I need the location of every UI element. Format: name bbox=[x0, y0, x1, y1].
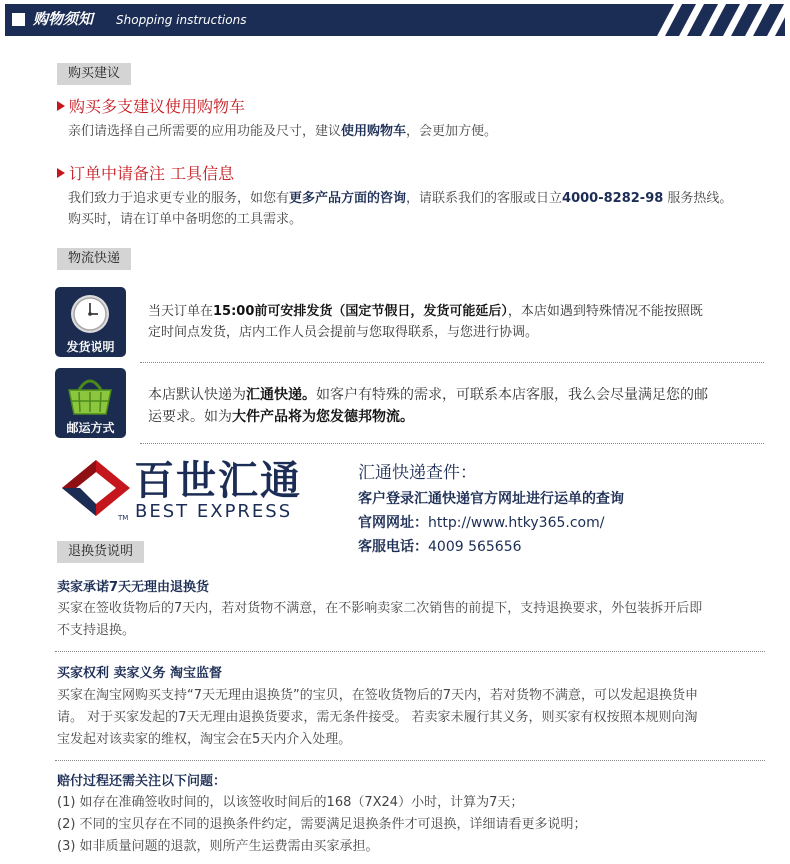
purchase-item2-title: 订单中请备注 工具信息 bbox=[57, 164, 234, 184]
header-stripe bbox=[720, 4, 750, 36]
header-title-en: Shopping instructions bbox=[116, 13, 247, 27]
purchase-item1-text: 亲们请选择自己所需要的应用功能及尺寸，建议使用购物车，会更加方便。 bbox=[68, 124, 498, 139]
returns-s3-item1: (1) 如存在准确签收时间的，以该签收时间后的168（7X24）小时，计算为7天； bbox=[57, 795, 524, 810]
header-stripe bbox=[676, 4, 706, 36]
returns-s1-line1: 买家在签收货物后的7天内，若对货物不满意，在不影响卖家二次销售的前提下，支持退换要求，外包装拆开后即 bbox=[57, 601, 703, 616]
returns-s2-line1: 买家在淘宝网购买支持“7天无理由退换货”的宝贝，在签收货物后的7天内，若对货物不满意，可以发起退换货申 bbox=[57, 688, 699, 703]
header-title-cn: 购物须知 bbox=[33, 10, 94, 28]
section-label-returns: 退换货说明 bbox=[57, 541, 144, 563]
header-stripe bbox=[654, 4, 684, 36]
header-bar bbox=[5, 4, 785, 36]
delivery-text-line2: 运要求。如为大件产品将为您发德邦物流。 bbox=[148, 409, 414, 425]
purchase-item1-title: 购买多支建议使用购物车 bbox=[57, 97, 245, 117]
clock-icon bbox=[55, 287, 126, 343]
logo-text-cn: 百世汇通 bbox=[134, 458, 302, 504]
shipping-info-icon-box bbox=[55, 287, 126, 357]
returns-s2-line2: 请。 对于买家发起的7天无理由退换货要求，需无条件接受。 若卖家未履行其义务，则买家有权按照本规则向淘 bbox=[57, 710, 698, 725]
express-query-title: 汇通快递查件： bbox=[358, 463, 477, 483]
divider bbox=[140, 362, 764, 363]
delivery-method-icon-box bbox=[55, 368, 126, 438]
trademark-mark: TM bbox=[118, 514, 129, 522]
divider bbox=[140, 443, 764, 444]
purchase-item2-line1: 我们致力于追求更专业的服务，如您有更多产品方面的咨询，请联系我们的客服或日立4000-8282-98 服务热线。 bbox=[68, 191, 733, 206]
express-site-link[interactable]: http://www.htky365.com/ bbox=[428, 515, 605, 531]
returns-s1-title: 卖家承诺7天无理由退换货 bbox=[57, 580, 210, 595]
shipping-text-line1: 当天订单在15:00前可安排发货（国定节假日，发货可能延后），本店如遇到特殊情况不能按照既 bbox=[148, 304, 703, 319]
delivery-text-line1: 本店默认快递为汇通快递。如客户有特殊的需求，可联系本店客服，我么会尽量满足您的邮 bbox=[148, 387, 708, 403]
purchase-item2-line2: 购买时，请在订单中备明您的工具需求。 bbox=[68, 212, 303, 227]
shipping-text-line2: 定时间点发货，店内工作人员会提前与您取得联系，与您进行协调。 bbox=[148, 325, 539, 340]
express-query-desc: 客户登录汇通快递官方网址进行运单的查询 bbox=[358, 491, 624, 507]
returns-s2-title: 买家权利 卖家义务 淘宝监督 bbox=[57, 666, 223, 681]
section-label-purchase: 购买建议 bbox=[57, 63, 131, 85]
logo-text-en: BEST EXPRESS bbox=[135, 501, 293, 522]
express-site-row: 官网网址：http://www.htky365.com/ bbox=[358, 515, 605, 531]
returns-s3-title: 赔付过程还需关注以下问题： bbox=[57, 774, 227, 789]
basket-icon bbox=[55, 368, 126, 424]
returns-s3-item2: (2) 不同的宝贝存在不同的退换条件约定，需要满足退换条件才可退换，详细请看更多说明； bbox=[57, 817, 587, 832]
square-icon bbox=[12, 13, 25, 26]
returns-s3-item3: (3) 如非质量问题的退款，则所产生运费需由买家承担。 bbox=[57, 839, 379, 854]
section-label-logistics: 物流快递 bbox=[57, 248, 131, 270]
red-arrow-icon bbox=[57, 101, 65, 111]
express-phone-row: 客服电话：4009 565656 bbox=[358, 539, 522, 555]
header-stripe bbox=[742, 4, 772, 36]
delivery-method-caption: 邮运方式 bbox=[66, 421, 115, 435]
shipping-info-caption: 发货说明 bbox=[66, 340, 115, 354]
red-arrow-icon bbox=[57, 168, 65, 178]
returns-s1-line2: 不支持退换。 bbox=[57, 623, 136, 638]
divider bbox=[55, 651, 765, 652]
header-stripe bbox=[698, 4, 728, 36]
divider bbox=[55, 760, 765, 761]
returns-s2-line3: 宝发起对该卖家的维权，淘宝会在5天内介入处理。 bbox=[57, 732, 352, 747]
